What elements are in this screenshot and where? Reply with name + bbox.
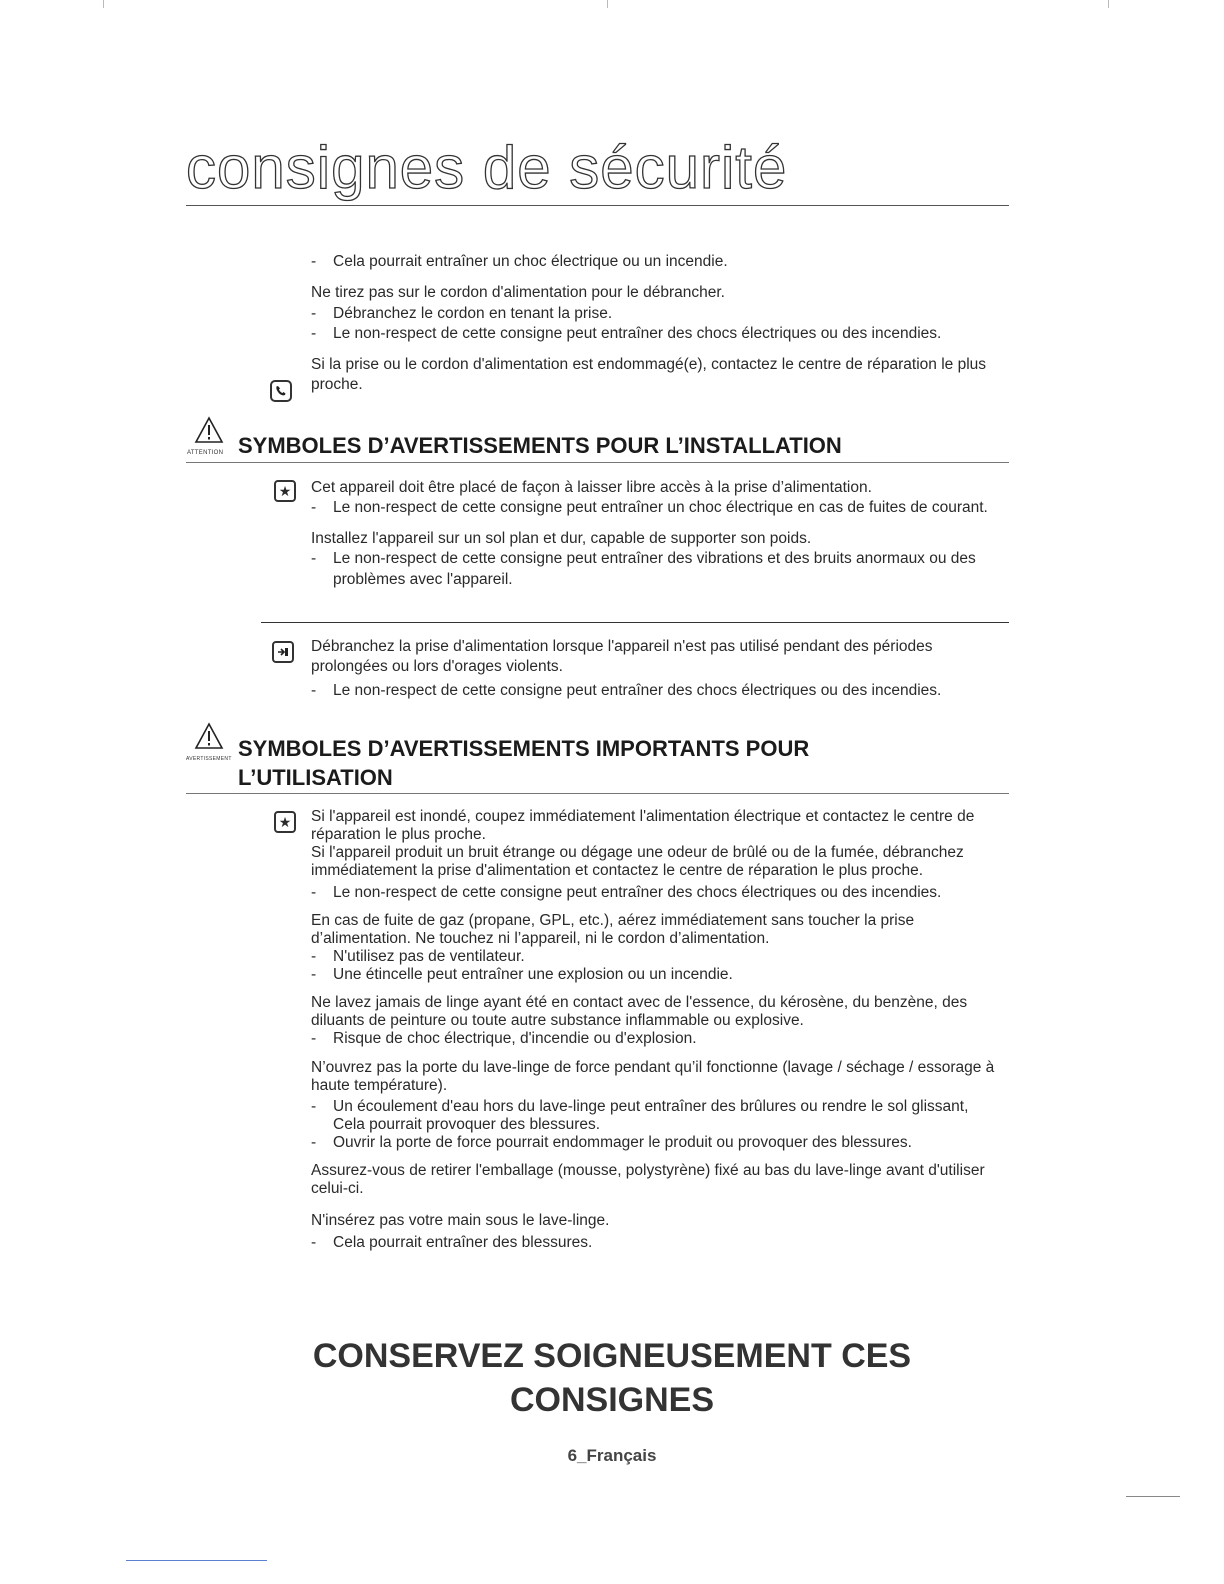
section-rule bbox=[186, 793, 1009, 794]
bullet-text: Cela pourrait entraîner des blessures. bbox=[333, 1233, 593, 1251]
install-block-2 bbox=[311, 637, 1011, 701]
list-item: - Le non-respect de cette consigne peut entraîner des vibrations et des bruits anormaux ou des problèmes avec l'appareil. bbox=[311, 550, 976, 588]
list-item: - N'utilisez pas de ventilateur. bbox=[311, 947, 525, 965]
page-title: consignes de sécurité bbox=[186, 134, 788, 201]
list-item: - Le non-respect de cette consigne peut entraîner des chocs électriques ou des incendies. bbox=[311, 681, 942, 699]
list-item: - Le non-respect de cette consigne peut entraîner un choc électrique en cas de fuites de courant. bbox=[311, 499, 988, 517]
paragraph: N'insérez pas votre main sous le lave-linge. bbox=[311, 1212, 610, 1230]
section-heading: SYMBOLES D’AVERTISSEMENTS POUR L’INSTALLATION bbox=[238, 433, 842, 458]
use-block bbox=[311, 808, 1011, 1252]
bullet-text: Risque de choc électrique, d'incendie ou d'explosion. bbox=[333, 1030, 697, 1048]
bullet-text: Le non-respect de cette consigne peut entraîner des chocs électriques ou des incendies. bbox=[333, 325, 942, 343]
top-block bbox=[311, 252, 1011, 396]
list-item: - Risque de choc électrique, d'incendie ou d'explosion. bbox=[311, 1030, 697, 1048]
crop-mark bbox=[126, 1560, 267, 1561]
paragraph: N’ouvrez pas la porte du lave-linge de force pendant qu’il fonctionne (lavage / séchage / essorage à haute température). bbox=[311, 1058, 995, 1094]
install-block-1 bbox=[311, 478, 1011, 590]
paragraph: Si l'appareil est inondé, coupez immédiatement l'alimentation électrique et contactez le centre de réparation le plus proche. bbox=[311, 808, 975, 844]
crop-mark bbox=[1108, 0, 1109, 8]
paragraph: Assurez-vous de retirer l'emballage (mousse, polystyrène) fixé au bas du lave-linge avant d'utiliser celui-ci. bbox=[311, 1162, 985, 1198]
list-item: - Cela pourrait entraîner un choc électrique ou un incendie. bbox=[311, 253, 728, 270]
bullet-text: Le non-respect de cette consigne peut entraîner des vibrations et des bruits anormaux ou des problèmes avec l'appareil. bbox=[333, 550, 976, 588]
bullet-text: Cela pourrait entraîner un choc électrique ou un incendie. bbox=[333, 253, 728, 270]
list-item: - Débranchez le cordon en tenant la prise. bbox=[311, 304, 613, 322]
warning-triangle-icon bbox=[194, 722, 224, 750]
phone-icon bbox=[270, 380, 292, 402]
unplug-icon bbox=[272, 641, 294, 663]
paragraph: Ne lavez jamais de linge ayant été en contact avec de l'essence, du kérosène, du benzène, des diluants de peinture ou toute autre substance inflammable ou explosive. bbox=[311, 994, 968, 1030]
star-icon: ★ bbox=[274, 480, 296, 502]
warning-caption: ATTENTION bbox=[187, 450, 224, 456]
list-item: - Cela pourrait entraîner des blessures. bbox=[311, 1233, 593, 1251]
page-number: 6_Français bbox=[567, 1446, 657, 1465]
crop-mark bbox=[103, 0, 104, 8]
list-item: - Un écoulement d'eau hors du lave-linge peut entraîner des brûlures ou rendre le sol glissant, bbox=[311, 1097, 969, 1115]
paragraph: Cet appareil doit être placé de façon à laisser libre accès à la prise d’alimentation. bbox=[311, 479, 872, 496]
crop-mark bbox=[1126, 1496, 1180, 1497]
paragraph: Si l'appareil produit un bruit étrange ou dégage une odeur de brûlé ou de la fumée, débranchez immédiatement la prise d'alimentation et contactez le centre de réparation le plus proche. bbox=[311, 844, 964, 880]
bullet-text: Le non-respect de cette consigne peut entraîner un choc électrique en cas de fuites de courant. bbox=[333, 499, 988, 517]
title-rule bbox=[186, 205, 1009, 206]
section-heading: L’UTILISATION bbox=[238, 765, 393, 790]
section-heading: SYMBOLES D’AVERTISSEMENTS IMPORTANTS POUR bbox=[238, 736, 810, 761]
paragraph: Ne tirez pas sur le cordon d'alimentation pour le débrancher. bbox=[311, 284, 725, 302]
list-item: - Ouvrir la porte de force pourrait endommager le produit ou provoquer des blessures. bbox=[311, 1134, 912, 1151]
warning-caption: AVERTISSEMENT bbox=[186, 756, 232, 762]
bullet-text: Cela pourrait provoquer des blessures. bbox=[333, 1115, 601, 1133]
closing-title: CONSIGNES bbox=[509, 1381, 715, 1419]
bullet-text: N'utilisez pas de ventilateur. bbox=[333, 947, 525, 965]
bullet-text: Le non-respect de cette consigne peut entraîner des chocs électriques ou des incendies. bbox=[333, 681, 942, 699]
warning-triangle-icon bbox=[194, 416, 224, 444]
list-item: - Le non-respect de cette consigne peut entraîner des chocs électriques ou des incendies. bbox=[311, 883, 942, 901]
closing-title: CONSERVEZ SOIGNEUSEMENT CES bbox=[312, 1337, 912, 1375]
bullet-text: Ouvrir la porte de force pourrait endommager le produit ou provoquer des blessures. bbox=[333, 1134, 912, 1151]
bullet-text: Le non-respect de cette consigne peut entraîner des chocs électriques ou des incendies. bbox=[333, 883, 942, 901]
paragraph: En cas de fuite de gaz (propane, GPL, etc.), aérez immédiatement sans toucher la prise d’alimentation. Ne touchez ni l’appareil, ni le cordon d’alimentation. bbox=[311, 911, 915, 947]
paragraph: Débranchez la prise d'alimentation lorsque l'appareil n'est pas utilisé pendant des périodes prolongées ou lors d'orages violents. bbox=[311, 638, 933, 676]
list-item: - Une étincelle peut entraîner une explosion ou un incendie. bbox=[311, 966, 733, 983]
note-text: Si la prise ou le cordon d'alimentation est endommagé(e), contactez le centre de réparation le plus proche. bbox=[311, 355, 987, 394]
bullet-text: Un écoulement d'eau hors du lave-linge peut entraîner des brûlures ou rendre le sol glissant, bbox=[333, 1097, 969, 1115]
list-item-continuation bbox=[311, 1116, 1011, 1134]
divider bbox=[261, 622, 1009, 623]
bullet-text: Débranchez le cordon en tenant la prise. bbox=[333, 304, 613, 322]
star-icon: ★ bbox=[274, 811, 296, 833]
paragraph: Installez l'appareil sur un sol plan et dur, capable de supporter son poids. bbox=[311, 529, 812, 547]
section-rule bbox=[186, 462, 1009, 463]
crop-mark bbox=[607, 0, 608, 8]
bullet-text: Une étincelle peut entraîner une explosion ou un incendie. bbox=[333, 966, 733, 983]
list-item: - Le non-respect de cette consigne peut entraîner des chocs électriques ou des incendies. bbox=[311, 325, 942, 343]
